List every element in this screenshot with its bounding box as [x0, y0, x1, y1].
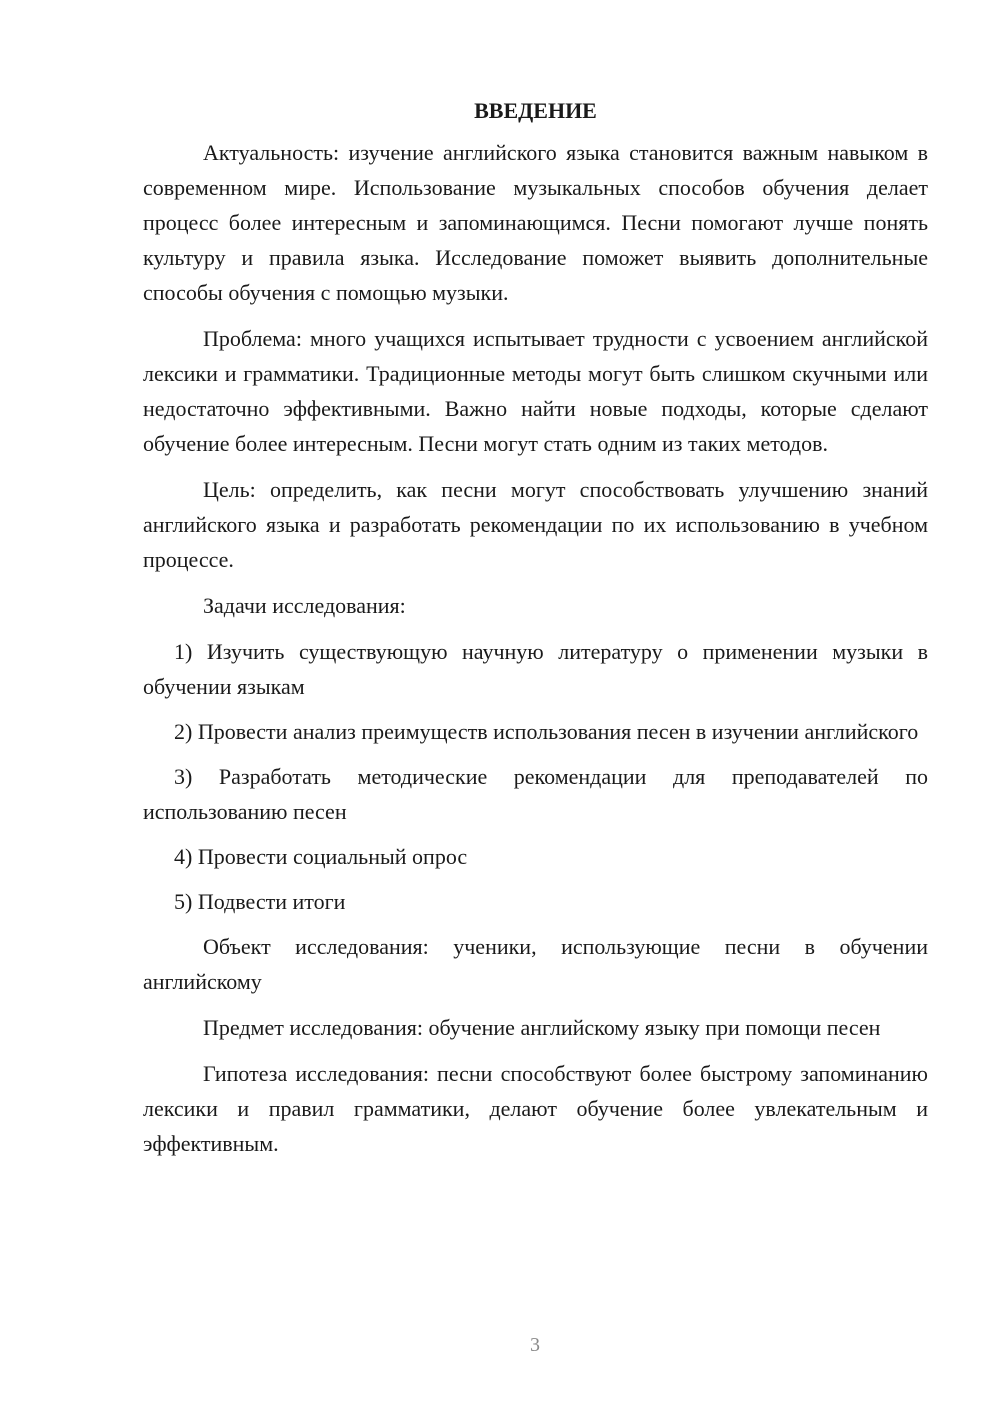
paragraph-hypothesis: Гипотеза исследования: песни способствуют более быстрому запоминанию лексики и правил грамматики, делают обучение более увлекательным и эффективным.: [143, 1061, 928, 1156]
task-item-2: 2) Провести анализ преимуществ использования песен в изучении английского: [174, 719, 919, 744]
paragraph-subject: Предмет исследования: обучение английскому языку при помощи песен: [203, 1015, 881, 1040]
paragraph-goal: Цель: определить, как песни могут способствовать улучшению знаний английского языка и разработать рекомендации по их использованию в учебном процессе.: [143, 477, 928, 572]
task-item-4: 4) Провести социальный опрос: [174, 844, 468, 869]
paragraph-problem: Проблема: много учащихся испытывает трудности с усвоением английской лексики и грамматики. Традиционные методы могут быть слишком скучными или недостаточно эффективными. Важно найти новые подходы, которые сделают обучение более интересным. Песни могут стать одним из таких методов.: [143, 326, 928, 456]
page-content: [143, 93, 928, 1172]
task-item-1: 1) Изучить существующую научную литературу о применении музыки в обучении языкам: [143, 639, 928, 699]
task-item-3: 3) Разработать методические рекомендации для преподавателей по использованию песен: [143, 764, 928, 824]
task-item-5: 5) Подвести итоги: [174, 889, 346, 914]
paragraph-relevance: Актуальность: изучение английского языка становится важным навыком в современном мире. Использование музыкальных способов обучения делает процесс более интересным и запоминающимся. Песни помогают лучше понять культуру и правила языка. Исследование поможет выявить дополнительные способы обучения с помощью музыки.: [143, 140, 928, 305]
page-title: ВВЕДЕНИЕ: [474, 98, 597, 123]
tasks-intro: Задачи исследования:: [203, 593, 406, 618]
page-number: 3: [530, 1334, 540, 1356]
paragraph-object: Объект исследования: ученики, использующие песни в обучении английскому: [143, 934, 928, 994]
